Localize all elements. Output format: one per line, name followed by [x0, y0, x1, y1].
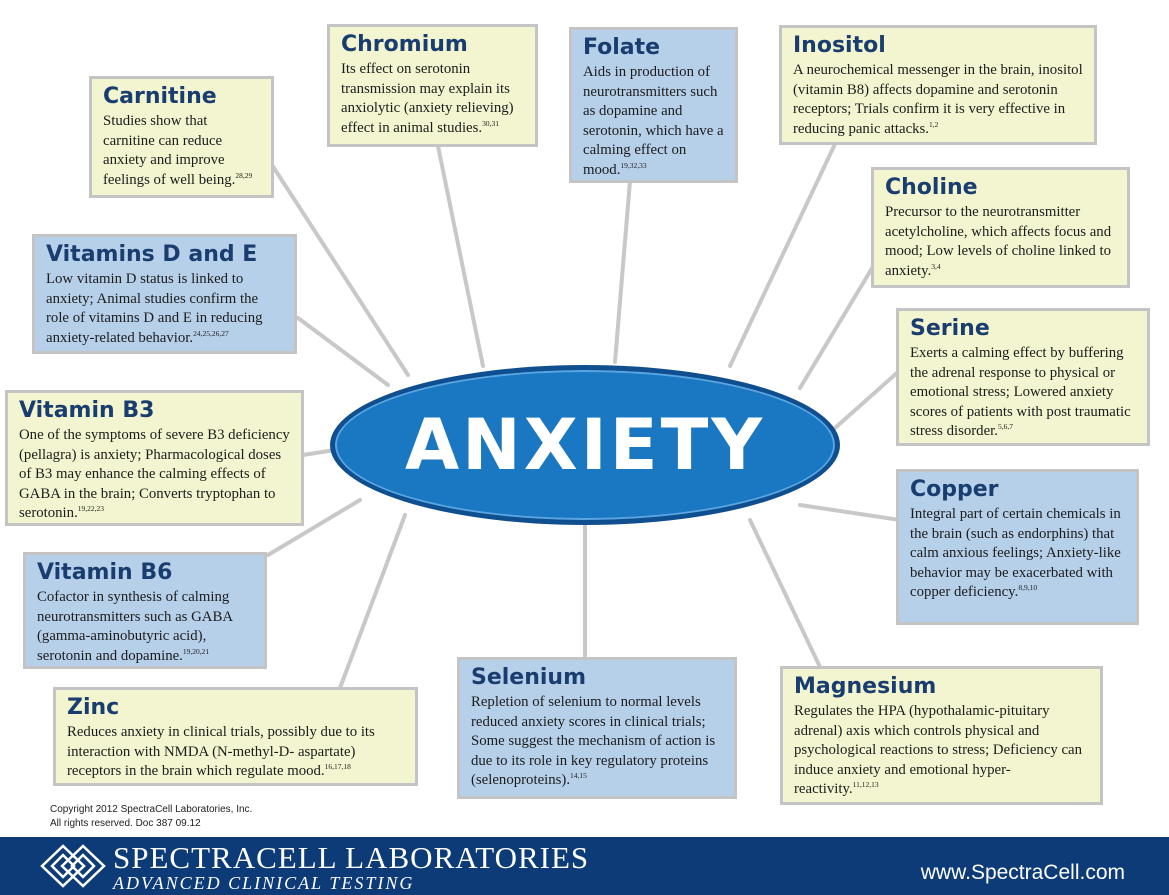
company-tagline: ADVANCED CLINICAL TESTING [113, 873, 415, 893]
card-title: Choline [885, 175, 978, 200]
company-name: SPECTRACELL LABORATORIES [113, 840, 590, 875]
nutrient-card-vitamin-b3 [5, 390, 304, 526]
card-title: Chromium [341, 32, 468, 57]
card-text: Reduces anxiety in clinical trials, possibly due to its interaction with NMDA (N-methyl-D- aspartate) receptors in the brain which regulate mood.$^{16,17,18}$ [67, 724, 375, 780]
nutrient-card-choline [871, 167, 1130, 288]
reference-numbers: 14,15 [570, 771, 587, 781]
card-text: Aids in production of neurotransmitters such as dopamine and serotonin, which have a calming effect on mood.$^{19,32,33}$ [583, 64, 724, 178]
reference-numbers: 5,6,7 [997, 422, 1013, 432]
card-text: Regulates the HPA (hypothalamic-pituitary adrenal) axis which controls physical and psychological reactions to stress; Deficiency can induce anxiety and emotional hyper-reactivity.$^{11,12,13}$ [794, 703, 1083, 798]
nutrient-card-carnitine [89, 76, 274, 198]
card-title: Zinc [67, 695, 120, 720]
center-label: ANXIETY [404, 404, 766, 486]
card-title: Vitamins D and E [46, 242, 258, 267]
card-text: Studies show that carnitine can reduce anxiety and improve feelings of well being.$^{28,29}$ [103, 113, 253, 188]
nutrient-card-serine [896, 308, 1150, 446]
reference-numbers: 28,29 [235, 170, 253, 180]
card-text: Exerts a calming effect by buffering the adrenal response to physical or emotional stress; Lowered anxiety scores of patients with post traumatic stress disorder.$^{5,6,7}$ [910, 345, 1131, 440]
spoke-zinc [340, 515, 405, 688]
card-title: Vitamin B6 [37, 560, 173, 585]
spoke-magnesium [750, 520, 820, 667]
spoke-chromium [438, 146, 483, 366]
card-text: Repletion of selenium to normal levels reduced anxiety scores in clinical trials; Some suggest the mechanism of action is due to its role in key regulatory proteins (selenoproteins).$^{14,15}$ [471, 694, 716, 789]
reference-numbers: 24,25,26,27 [193, 328, 229, 338]
reference-numbers: 19,20,21 [182, 646, 210, 656]
card-title: Inositol [793, 33, 886, 58]
card-title: Selenium [471, 665, 587, 690]
reference-numbers: 11,12,13 [852, 780, 879, 790]
spoke-inositol [730, 144, 835, 366]
card-title: Magnesium [794, 674, 937, 699]
copyright-line: Copyright 2012 SpectraCell Laboratories, Inc. [50, 804, 253, 815]
card-title: Carnitine [103, 84, 217, 109]
spoke-vitamins-d-e [298, 318, 388, 385]
card-text: Cofactor in synthesis of calming neurotransmitters such as GABA (gamma-aminobutyric acid), serotonin and dopamine.$^{19,20,21}$ [37, 589, 233, 664]
nutrient-card-magnesium [780, 666, 1103, 805]
reference-numbers: 8,9,10 [1018, 583, 1038, 593]
card-text: One of the symptoms of severe B3 deficiency (pellagra) is anxiety; Pharmacological doses of B3 may enhance the calming effects of GABA in the brain; Converts tryptophan to serotonin.$^{19,22,23}$ [19, 427, 290, 522]
card-text: Low vitamin D status is linked to anxiety; Animal studies confirm the role of vitamins D and E in reducing anxiety-related behavior.$^{24,25,26,27}$ [46, 271, 263, 346]
reference-numbers: 16,17,18 [324, 762, 351, 772]
card-text: Integral part of certain chemicals in the brain (such as endorphins) that calm anxious feelings; Anxiety-like behavior may be exacerbated with copper deficiency.$^{8,9,10}$ [910, 506, 1121, 601]
reference-numbers: 19,22,23 [77, 504, 105, 514]
card-title: Folate [583, 35, 661, 60]
card-text: A neurochemical messenger in the brain, inositol (vitamin B8) affects dopamine and serotonin receptors; Trials confirm it is very effective in reducing panic attacks.$^{1,2}$ [793, 62, 1083, 137]
nutrient-card-vitamins-d-e [32, 234, 297, 354]
anxiety-ellipse [330, 365, 840, 525]
card-title: Serine [910, 316, 990, 341]
nutrient-card-selenium [457, 657, 737, 799]
card-title: Vitamin B3 [19, 398, 155, 423]
nutrient-card-copper [896, 469, 1139, 625]
reference-numbers: 19,32,33 [620, 160, 647, 170]
copyright-notice [50, 803, 252, 831]
spoke-copper [800, 505, 900, 520]
website-link[interactable]: www.SpectraCell.com [920, 861, 1125, 884]
spectracell-logo-icon [40, 843, 106, 889]
card-title: Copper [910, 477, 999, 502]
nutrient-card-chromium [327, 24, 538, 147]
nutrient-card-zinc [53, 687, 418, 786]
reference-numbers: 3,4 [931, 261, 941, 271]
card-text: Its effect on serotonin transmission may explain its anxiolytic (anxiety relieving) effect in animal studies.$^{30,31}$ [341, 61, 514, 136]
document-number: All rights reserved. Doc 387 09.12 [50, 818, 201, 829]
nutrient-card-folate [569, 27, 738, 183]
spoke-serine [835, 372, 898, 428]
spoke-choline [800, 255, 880, 388]
nutrient-card-inositol [779, 25, 1097, 145]
footer-bar [0, 837, 1169, 895]
reference-numbers: 1,2 [929, 119, 939, 129]
card-text: Precursor to the neurotransmitter acetylcholine, which affects focus and mood; Low levels of choline linked to anxiety.$^{3,4}$ [885, 204, 1112, 279]
reference-numbers: 30,31 [482, 118, 499, 128]
nutrient-card-vitamin-b6 [23, 552, 267, 669]
spoke-folate [615, 181, 630, 362]
